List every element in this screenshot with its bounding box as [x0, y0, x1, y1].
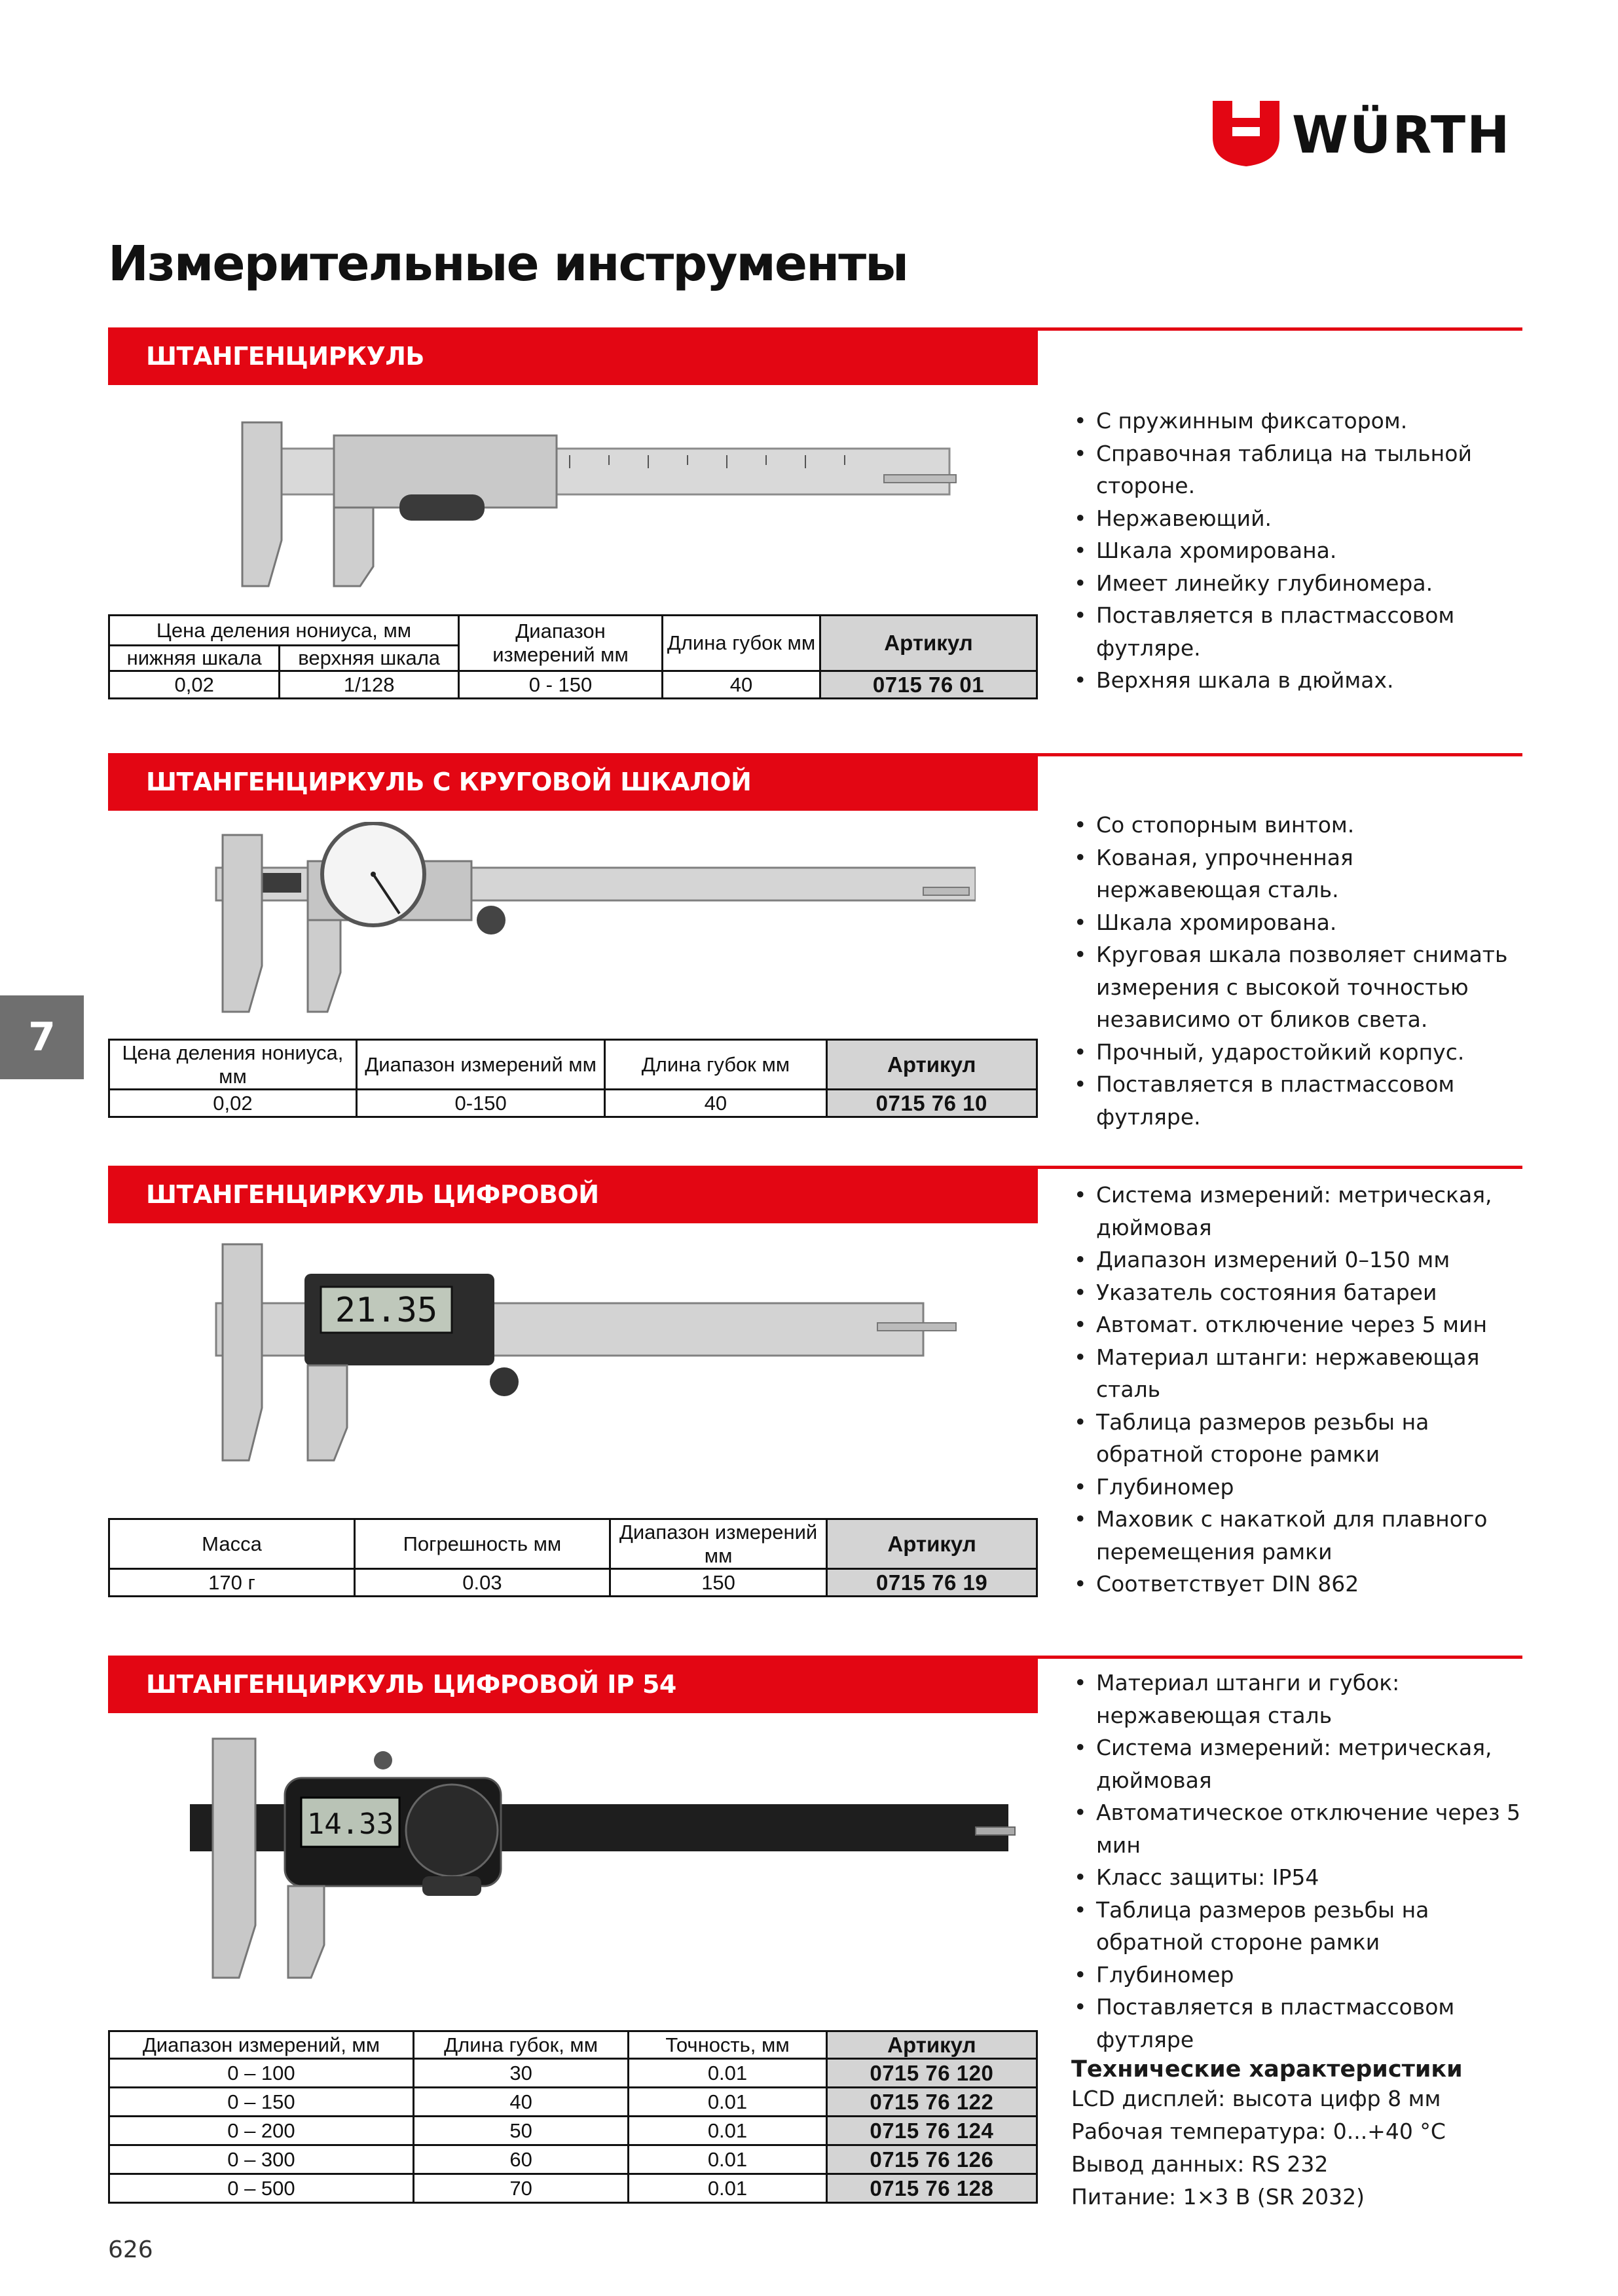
feature-item: • Поставляется в пластмассовом футляре. [1071, 599, 1523, 664]
spec-table-3 [108, 1518, 1038, 1597]
article-number: 0715 76 128 [826, 2174, 1037, 2203]
col-header: Цена деления нониуса, мм [109, 1040, 357, 1090]
col-header: Длина губок, мм [413, 2031, 628, 2059]
section-banner-1 [108, 327, 1038, 385]
cell: 150 [610, 1569, 826, 1597]
banner-rule [1038, 1656, 1522, 1659]
cell: 0.01 [629, 2059, 826, 2088]
cell: 0 – 200 [109, 2117, 414, 2145]
banner-rule [1038, 327, 1522, 331]
feature-item: • Таблица размеров резьбы на обратной стороне рамки [1071, 1406, 1523, 1471]
feature-item: • Соответствует DIN 862 [1071, 1568, 1523, 1601]
feature-item: • Поставляется в пластмассовом футляре. [1071, 1068, 1523, 1133]
cell: 0 – 500 [109, 2174, 414, 2203]
feature-item: • Материал штанги: нержавеющая сталь [1071, 1341, 1523, 1406]
feature-item: • Автомат. отключение через 5 мин [1071, 1308, 1523, 1341]
tech-spec-line: LCD дисплей: высота цифр 8 мм [1071, 2086, 1441, 2111]
feature-item: • Шкала хромирована. [1071, 906, 1523, 939]
spec-table-1 [108, 614, 1038, 699]
feature-item: • Материал штанги и губок: нержавеющая сталь [1071, 1667, 1523, 1731]
caliper-image [203, 409, 976, 599]
feature-item: • Шкала хромирована. [1071, 534, 1523, 567]
feature-item: • Маховик с накаткой для плавного перемещения рамки [1071, 1503, 1523, 1568]
page-title: Измерительные инструменты [108, 236, 908, 292]
tech-specs [1071, 2056, 1530, 2213]
page-number: 626 [108, 2236, 153, 2263]
tech-spec-line: Вывод данных: RS 232 [1071, 2151, 1329, 2177]
brand-name: WÜRTH [1292, 106, 1511, 165]
cell: 40 [663, 671, 820, 699]
banner-rule [1038, 753, 1522, 756]
cell: 0 - 150 [459, 671, 663, 699]
article-number: 0715 76 10 [826, 1090, 1037, 1117]
tech-specs-title: Технические характеристики [1071, 2056, 1463, 2083]
feature-item: • Кованая, упрочненная нержавеющая сталь. [1071, 842, 1523, 906]
cell: 0,02 [109, 1090, 357, 1117]
feature-item: • Нержавеющий. [1071, 502, 1523, 535]
feature-item: • Верхняя шкала в дюймах. [1071, 664, 1523, 697]
cell: 60 [413, 2145, 628, 2174]
col-header: Диапазон измерений мм [459, 616, 663, 671]
ip54-caliper-image [177, 1729, 1021, 1991]
col-subheader: нижняя шкала [109, 646, 280, 671]
article-number: 0715 76 19 [827, 1569, 1037, 1597]
feature-item: • Диапазон измерений 0–150 мм [1071, 1244, 1523, 1276]
feature-item: • Глубиномер [1071, 1471, 1523, 1504]
section-title: ШТАНГЕНЦИРКУЛЬ С КРУГОВОЙ ШКАЛОЙ [146, 768, 752, 796]
cell: 0.01 [629, 2117, 826, 2145]
feature-item: • Система измерений: метрическая, дюймовая [1071, 1731, 1523, 1796]
col-subheader: верхняя шкала [280, 646, 459, 671]
spec-table-2 [108, 1039, 1038, 1118]
dial-caliper-image [203, 822, 976, 1025]
cell: 0 – 100 [109, 2059, 414, 2088]
feature-item: • Система измерений: метрическая, дюймовая [1071, 1179, 1523, 1244]
section-banner-4 [108, 1656, 1038, 1713]
article-number: 0715 76 01 [820, 671, 1037, 699]
section-banner-3 [108, 1166, 1038, 1223]
feature-list-3 [1071, 1179, 1523, 1601]
cell: 70 [413, 2174, 628, 2203]
article-number: 0715 76 120 [826, 2059, 1037, 2088]
feature-list-1 [1071, 405, 1523, 697]
feature-item: • Глубиномер [1071, 1959, 1523, 1991]
col-header: Масса [109, 1519, 355, 1569]
feature-item: • Класс защиты: IP54 [1071, 1861, 1523, 1894]
feature-item: • Автоматическое отключение через 5 мин [1071, 1796, 1523, 1861]
article-number: 0715 76 124 [826, 2117, 1037, 2145]
table-row [109, 2059, 1037, 2088]
table-row [109, 2174, 1037, 2203]
table-row [109, 2088, 1037, 2117]
spec-table-4 [108, 2030, 1038, 2204]
cell: 0.01 [629, 2145, 826, 2174]
feature-item: • Поставляется в пластмассовом футляре [1071, 1991, 1523, 2056]
feature-item: • Со стопорным винтом. [1071, 809, 1523, 842]
col-header: Диапазон измерений мм [610, 1519, 826, 1569]
chapter-tab: 7 [0, 995, 84, 1079]
cell: 0.01 [629, 2174, 826, 2203]
tech-spec-line: Питание: 1×3 В (SR 2032) [1071, 2184, 1365, 2210]
feature-item: • Имеет линейку глубиномера. [1071, 567, 1523, 600]
col-header-article: Артикул [827, 1519, 1037, 1569]
section-title: ШТАНГЕНЦИРКУЛЬ [146, 342, 424, 371]
col-header: Погрешность мм [354, 1519, 610, 1569]
cell: 170 г [109, 1569, 355, 1597]
lcd-display: 14.33 [306, 1807, 394, 1841]
table-row [109, 1569, 1037, 1597]
cell: 0-150 [356, 1090, 604, 1117]
cell: 30 [413, 2059, 628, 2088]
lcd-display: 21.35 [335, 1291, 438, 1330]
cell: 50 [413, 2117, 628, 2145]
wurth-logo-mark [1210, 98, 1282, 169]
table-row [109, 1090, 1037, 1117]
feature-item: • Справочная таблица на тыльной стороне. [1071, 437, 1523, 502]
cell: 0 – 300 [109, 2145, 414, 2174]
section-title: ШТАНГЕНЦИРКУЛЬ ЦИФРОВОЙ IP 54 [146, 1670, 676, 1699]
feature-item: • Круговая шкала позволяет снимать измерения с высокой точностью независимо от бликов света. [1071, 938, 1523, 1036]
col-header: Точность, мм [629, 2031, 826, 2059]
article-number: 0715 76 122 [826, 2088, 1037, 2117]
banner-rule [1038, 1166, 1522, 1169]
cell: 40 [605, 1090, 826, 1117]
col-header-article: Артикул [826, 1040, 1037, 1090]
cell: 0,02 [109, 671, 280, 699]
cell: 1/128 [280, 671, 459, 699]
table-row [109, 2145, 1037, 2174]
section-banner-2 [108, 753, 1038, 811]
table-row [109, 2117, 1037, 2145]
feature-item: • С пружинным фиксатором. [1071, 405, 1523, 437]
cell: 0.01 [629, 2088, 826, 2117]
feature-item: • Указатель состояния батареи [1071, 1276, 1523, 1309]
article-number: 0715 76 126 [826, 2145, 1037, 2174]
col-header-article: Артикул [826, 2031, 1037, 2059]
feature-item: • Таблица размеров резьбы на обратной стороне рамки [1071, 1894, 1523, 1959]
cell: 0.03 [354, 1569, 610, 1597]
digital-caliper-image [196, 1238, 969, 1467]
col-header: Длина губок мм [605, 1040, 826, 1090]
feature-list-2 [1071, 809, 1523, 1133]
col-header: Диапазон измерений мм [356, 1040, 604, 1090]
wurth-logo [1210, 98, 1524, 169]
cell: 40 [413, 2088, 628, 2117]
col-header-article: Артикул [820, 616, 1037, 671]
cell: 0 – 150 [109, 2088, 414, 2117]
table-row [109, 671, 1037, 699]
feature-list-4 [1071, 1667, 1523, 2056]
col-header: Цена деления нониуса, мм [109, 616, 459, 646]
feature-item: • Прочный, ударостойкий корпус. [1071, 1036, 1523, 1069]
tech-spec-line: Рабочая температура: 0...+40 °C [1071, 2119, 1446, 2144]
col-header: Длина губок мм [663, 616, 820, 671]
col-header: Диапазон измерений, мм [109, 2031, 414, 2059]
section-title: ШТАНГЕНЦИРКУЛЬ ЦИФРОВОЙ [146, 1180, 599, 1209]
